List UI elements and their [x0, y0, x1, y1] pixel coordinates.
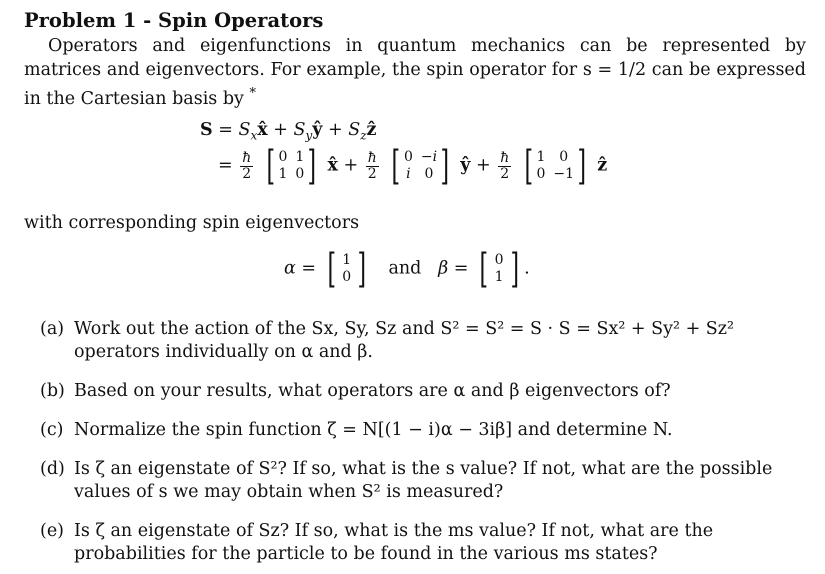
problem-title: Problem 1 - Spin Operators [24, 9, 324, 32]
question-d [40, 458, 810, 504]
question-label: (c) [40, 420, 64, 440]
equation-eigenvectors: α = [ 1 0 ] and β = [ 0 1 ] . [284, 246, 530, 292]
question-label: (a) [40, 319, 65, 339]
question-b [40, 380, 810, 403]
question-text: Work out the action of the Sx, Sy, Sz and S² = S² = S · S = Sx² + Sy² + Sz² operators individually on α and β. [74, 319, 735, 362]
question-label: (d) [40, 459, 65, 479]
eigenvector-intro: with corresponding spin eigenvectors [24, 213, 360, 233]
question-label: (b) [40, 381, 65, 401]
intro-paragraph [24, 34, 806, 111]
question-text: Is ζ an eigenstate of Sz? If so, what is the ms value? If not, what are the probabilities for the particle to be found in the various ms states? [74, 521, 714, 564]
question-c [40, 419, 810, 442]
question-text: Based on your results, what operators are α and β eigenvectors of? [74, 381, 671, 401]
question-a [40, 318, 810, 364]
footnote-mark: * [249, 86, 256, 101]
question-text: Is ζ an eigenstate of S²? If so, what is the s value? If not, what are the possible values of s we may obtain when S² is measured? [74, 459, 773, 502]
equation-matrix-form: = $\frac{ħ}{2}$ [ 0 1 1 0 ] x̂ + $\frac{ħ}{2}$ [ 0 −i i 0 ] ŷ + $\frac{ħ}{2}$ [ 1 0 0 −1 ] ẑ [218, 143, 608, 189]
and-word: and [388, 258, 422, 279]
equation-spin-operator: $S = S_xx̂$ + $S_yŷ$ + $S_zẑ$ [200, 120, 377, 143]
question-e [40, 520, 810, 566]
question-text: Normalize the spin function ζ = N[(1 − i)α − 3iβ] and determine N. [74, 420, 673, 440]
intro-text: Operators and eigenfunctions in quantum mechanics can be represented by matrices and eigenvectors. For example, the spin operator for s = 1/2 can be expressed in the Cartesian basis by [24, 36, 806, 109]
question-label: (e) [40, 521, 65, 541]
